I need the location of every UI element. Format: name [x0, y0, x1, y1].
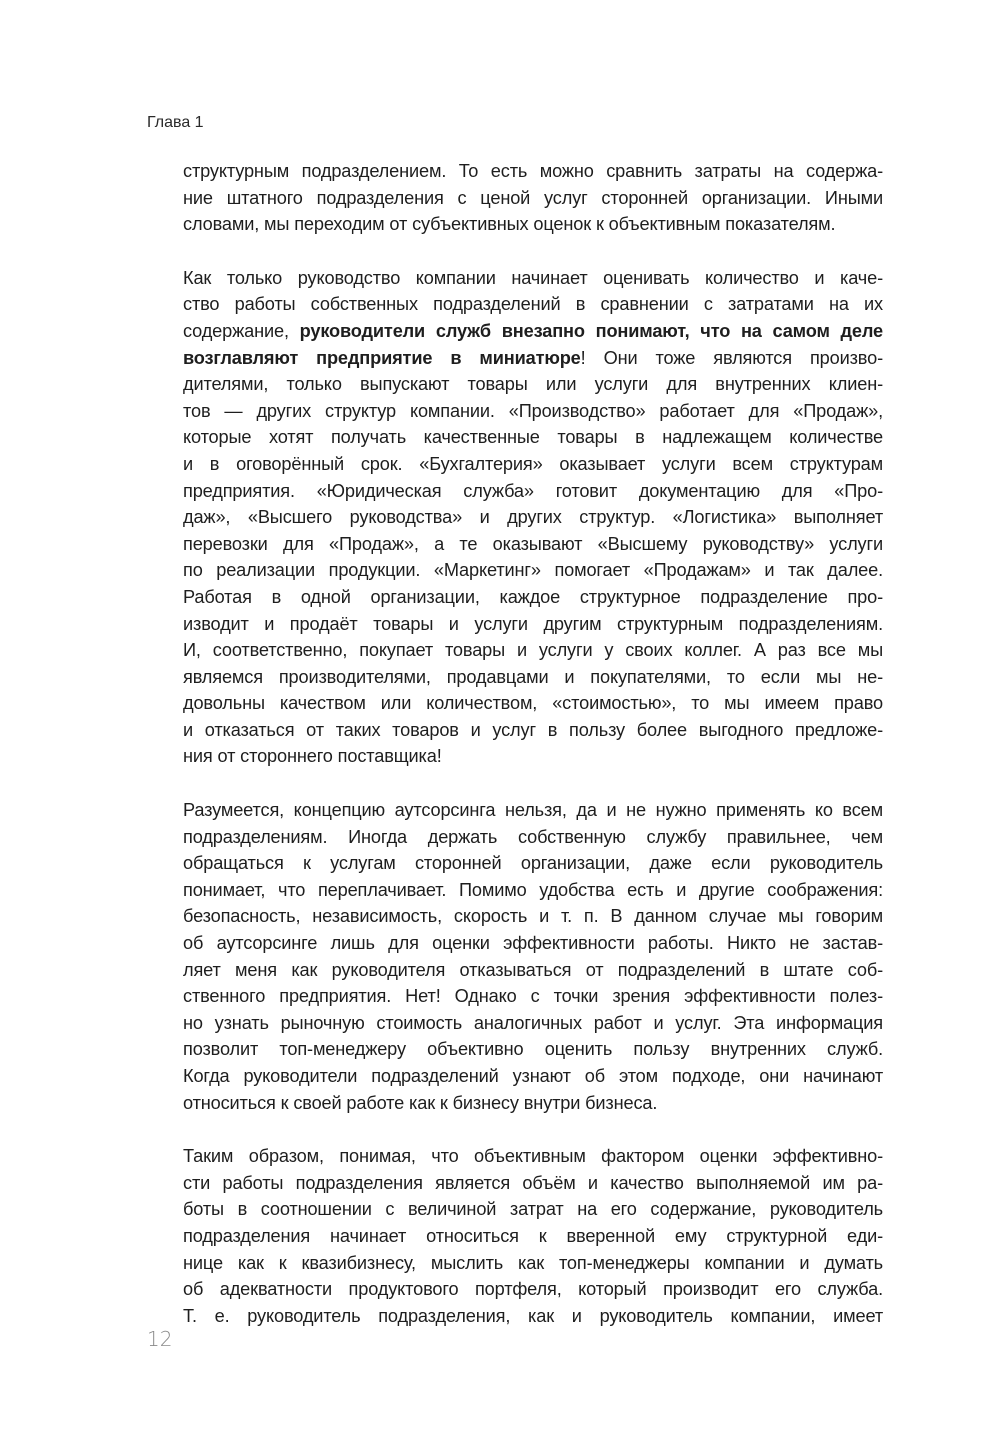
text-line-with-emphasis — [183, 345, 883, 372]
page-number: 12 — [147, 1327, 173, 1351]
text-line: сти работы подразделения является объём и качество выполняемой им ра- — [183, 1172, 883, 1193]
text-line: дителями, только выпускают товары или услуги для внутренних клиен- — [183, 374, 883, 395]
text-line-with-emphasis — [183, 318, 883, 345]
text-line: боты в соотношении с величиной затрат на его содержание, руководитель — [183, 1199, 883, 1220]
text-line: Т. е. руководитель подразделения, как и руководитель компании, имеет — [183, 1305, 883, 1326]
text-line: Работая в одной организации, каждое структурное подразделение про- — [183, 586, 883, 607]
text-fragment: ! Они тоже являются произво- — [580, 347, 883, 368]
paragraph-4 — [183, 1143, 883, 1329]
text-line: являемся производителями, продавцами и покупателями, то если мы не- — [183, 666, 883, 687]
text-line: ние штатного подразделения с ценой услуг сторонней организации. Иными — [183, 187, 883, 208]
text-line: тов — других структур компании. «Производство» работает для «Продаж», — [183, 400, 883, 421]
text-line: нице как к квазибизнесу, мыслить как топ-менеджеры компании и думать — [183, 1252, 883, 1273]
text-line: структурным подразделением. То есть можно сравнить затраты на содержа- — [183, 161, 883, 181]
text-line: Таким образом, понимая, что объективным фактором оценки эффективно- — [183, 1146, 883, 1167]
text-line: подразделениям. Иногда держать собственную службу правильнее, чем — [183, 826, 883, 847]
paragraph-3 — [183, 797, 883, 1116]
paragraph-1 — [183, 158, 883, 238]
running-head: Глава 1 — [147, 114, 204, 131]
text-line: изводит и продаёт товары и услуги другим структурным подразделениям. — [183, 613, 883, 634]
text-line: понимает, что переплачивает. Помимо удобства есть и другие соображения: — [183, 879, 883, 900]
body-text — [183, 158, 883, 1356]
text-line: позволит топ-менеджеру объективно оценить пользу внутренних служб. — [183, 1039, 883, 1060]
text-line: даж», «Высшего руководства» и других структур. «Логистика» выполняет — [183, 507, 883, 528]
text-line: подразделения начинает относиться к вверенной ему структурной еди- — [183, 1225, 883, 1246]
text-line: и в оговорённый срок. «Бухгалтерия» оказывает услуги всем структурам — [183, 453, 883, 474]
bold-emphasis: возглавляют предприятие в миниатюре — [183, 347, 581, 368]
text-line: об адекватности продуктового портфеля, который производит его служба. — [183, 1279, 883, 1300]
text-line: Разумеется, концепцию аутсорсинга нельзя, да и не нужно применять ко всем — [183, 800, 883, 821]
text-line: словами, мы переходим от субъективных оценок к объективным показателям. — [183, 214, 836, 235]
text-line: ственного предприятия. Нет! Однако с точки зрения эффективности полез- — [183, 986, 883, 1007]
text-line: безопасность, независимость, скорость и т. п. В данном случае мы говорим — [183, 906, 883, 927]
text-line: довольны качеством или количеством, «стоимостью», то мы имеем право — [183, 693, 883, 714]
text-line: но узнать рыночную стоимость аналогичных работ и услуг. Эта информация — [183, 1012, 883, 1033]
paragraph-2 — [183, 265, 883, 770]
text-line: ство работы собственных подразделений в сравнении с затратами на их — [183, 294, 883, 315]
text-fragment: содержание, — [183, 320, 300, 341]
bold-emphasis: руководители служб внезапно понимают, что на самом деле — [299, 320, 884, 341]
text-line: и отказаться от таких товаров и услуг в пользу более выгодного предложе- — [183, 719, 883, 740]
text-line: ния от стороннего поставщика! — [183, 746, 442, 767]
text-line: обращаться к услугам сторонней организации, даже если руководитель — [183, 853, 883, 874]
text-line: которые хотят получать качественные товары в надлежащем количестве — [183, 427, 883, 448]
text-line: перевозки для «Продаж», а те оказывают «Высшему руководству» услуги — [183, 533, 883, 554]
text-line: по реализации продукции. «Маркетинг» помогает «Продажам» и так далее. — [183, 560, 883, 581]
text-line: относиться к своей работе как к бизнесу внутри бизнеса. — [183, 1092, 658, 1113]
text-line: предприятия. «Юридическая служба» готовит документацию для «Про- — [183, 480, 883, 501]
text-line: об аутсорсинге лишь для оценки эффективности работы. Никто не застав- — [183, 933, 883, 954]
text-line: Как только руководство компании начинает оценивать количество и каче- — [183, 267, 883, 288]
text-line: Когда руководители подразделений узнают об этом подходе, они начинают — [183, 1066, 883, 1086]
text-line: И, соответственно, покупает товары и услуги у своих коллег. А раз все мы — [183, 640, 883, 661]
text-line: ляет меня как руководителя отказываться от подразделений в штате соб- — [183, 959, 883, 980]
